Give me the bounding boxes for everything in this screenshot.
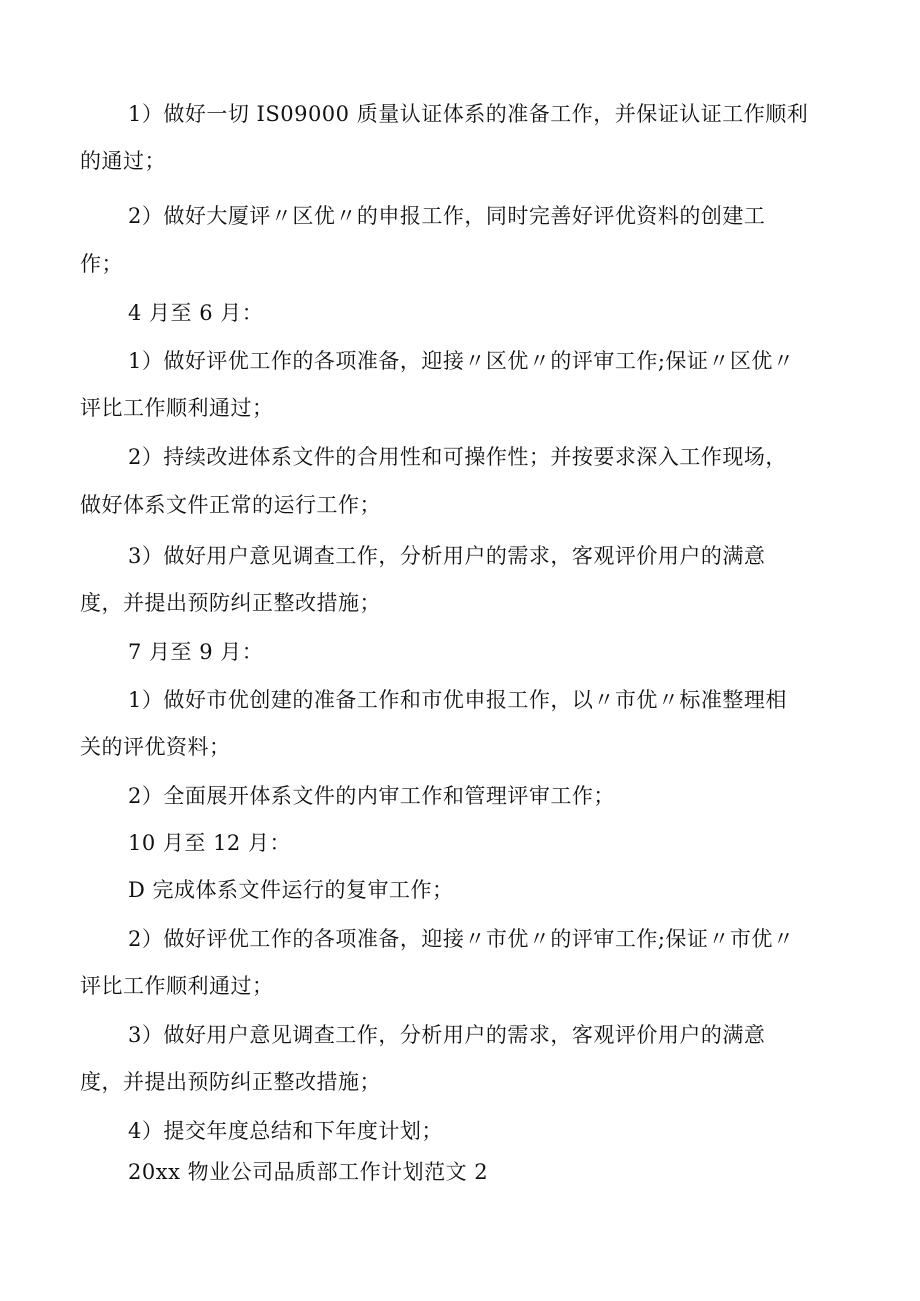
text-line: 2）做好大厦评〃区优〃的申报工作，同时完善好评优资料的创建工 (128, 204, 766, 228)
text-line: 2）持续改进体系文件的合用性和可操作性；并按要求深入工作现场， (128, 445, 787, 469)
text-line: 作； (80, 252, 123, 276)
text-line: 4）提交年度总结和下年度计划； (128, 1119, 443, 1143)
text-line: 的通过； (80, 149, 166, 173)
text-line: 评比工作顺利通过； (80, 974, 274, 998)
text-line: 做好体系文件正常的运行工作； (80, 493, 381, 517)
section-heading: 10 月至 12 月： (128, 831, 291, 855)
text-line: D 完成体系文件运行的复审工作； (128, 878, 454, 902)
text-line: 关的评优资料； (80, 735, 231, 759)
text-line: 1）做好评优工作的各项准备，迎接〃区优〃的评审工作;保证〃区优〃 (128, 349, 795, 373)
section-heading: 4 月至 6 月： (128, 301, 264, 325)
section-title: 20xx 物业公司品质部工作计划范文 2 (128, 1160, 489, 1184)
text-line: 3）做好用户意见调查工作，分析用户的需求，客观评价用户的满意 (128, 544, 766, 568)
text-line: 3）做好用户意见调查工作，分析用户的需求，客观评价用户的满意 (128, 1023, 766, 1047)
text-line: 1）做好一切 IS09000 质量认证体系的准备工作，并保证认证工作顺利 (128, 102, 809, 126)
text-line: 2）做好评优工作的各项准备，迎接〃市优〃的评审工作;保证〃市优〃 (128, 927, 795, 951)
text-line: 评比工作顺利通过； (80, 396, 274, 420)
text-line: 1）做好市优创建的准备工作和市优申报工作，以〃市优〃标准整理相 (128, 688, 787, 712)
text-line: 2）全面展开体系文件的内审工作和管理评审工作； (128, 784, 615, 808)
text-line: 度，并提出预防纠正整改措施； (80, 1070, 381, 1094)
section-heading: 7 月至 9 月： (128, 640, 264, 664)
text-line: 度，并提出预防纠正整改措施； (80, 591, 381, 615)
